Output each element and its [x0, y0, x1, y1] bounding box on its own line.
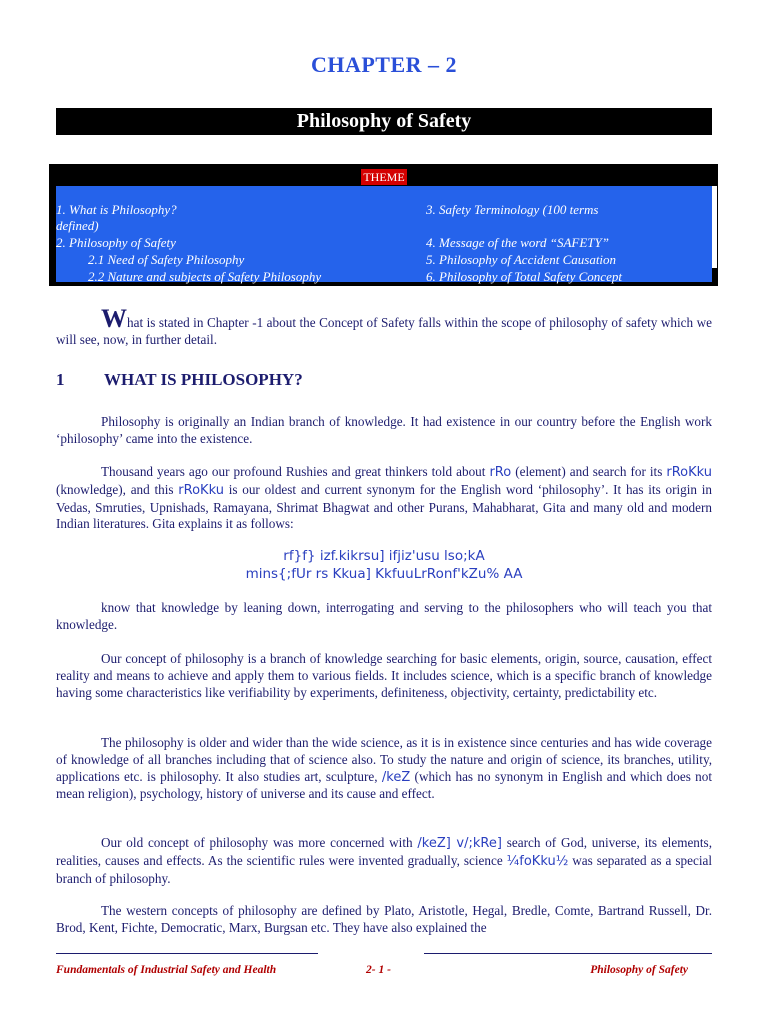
theme-label: THEME — [363, 170, 405, 184]
theme-item-1-cont: defined) — [56, 218, 99, 233]
footer-chapter-title: Philosophy of Safety — [590, 964, 688, 976]
footer-book-title: Fundamentals of Industrial Safety and Health — [56, 964, 277, 976]
intro-paragraph — [56, 304, 712, 349]
verse-line-1: rf}f} izf.kikrsu] ifjiz'usu lso;kA — [283, 548, 485, 564]
p5-term-1: /keZ — [381, 769, 411, 785]
paragraph-5 — [56, 735, 712, 803]
paragraph-6 — [56, 835, 712, 887]
p2-term-2: rRoKku — [666, 465, 712, 480]
paragraph-1: Philosophy is originally an Indian branch of knowledge. It had existence in our country before the English work ‘philosophy’ came into the existence. — [56, 414, 712, 446]
dropcap-letter: W — [101, 304, 127, 333]
theme-item-2: 2. Philosophy of Safety — [56, 235, 176, 250]
theme-item-2-2: 2.2 Nature and subjects of Safety Philosophy — [88, 269, 322, 284]
p5-text-b: (which has no synonym in English and which does not mean religion), psychology, history of universe and its cause and effect. — [56, 768, 713, 802]
theme-item-2-1: 2.1 Need of Safety Philosophy — [88, 252, 245, 267]
p2-text-b: (element) and search for its — [511, 464, 667, 479]
theme-item-1: 1. What is Philosophy? — [56, 202, 177, 217]
section-heading — [56, 370, 303, 390]
paragraph-4: Our concept of philosophy is a branch of knowledge searching for basic elements, origin, source, causation, effect reality and means to achieve and apply them to various fields. It includes science, which is a specific branch of knowledge having some characteristics like verifiability by experiments, definiteness, objectivity, certainty, predictability etc. — [56, 651, 712, 700]
section-number: 1 — [56, 370, 65, 389]
chapter-heading: CHAPTER – 2 — [310, 52, 458, 77]
verse-line-2: mins{;fUr rs Kkua] KkfuuLrRonf'kZu% AA — [245, 566, 523, 582]
paragraph-7: The western concepts of philosophy are defined by Plato, Aristotle, Hegal, Bredle, Comte, Bartrand Russell, Dr. Brod, Kent, Fichte, Democratic, Marx, Burgsan etc. They have also explained the — [56, 903, 712, 935]
footer-page-number: 2- 1 - — [366, 964, 391, 976]
page-title: Philosophy of Safety — [56, 108, 712, 135]
theme-item-4: 4. Message of the word “SAFETY” — [426, 235, 609, 250]
footer-rule-left — [56, 953, 318, 954]
p2-text-d: is our oldest and current synonym for the English word ‘philosophy’. It has its origin in Vedas, Smruties, Upnishads, Ramayana, Shrimat Bhagwat and other Purans, Mahabharat, Gita and many old and modern Indian literatures. Gita explains it as follows: — [56, 481, 712, 532]
p2-text-c: (knowledge), and this — [56, 481, 179, 497]
paragraph-2 — [56, 464, 712, 533]
theme-item-3: 3. Safety Terminology (100 terms — [426, 202, 599, 217]
theme-header — [56, 168, 712, 186]
theme-item-6: 6. Philosophy of Total Safety Concept — [426, 269, 622, 284]
paragraph-3: know that knowledge by leaning down, interrogating and serving to the philosophers who will teach you that knowledge. — [56, 600, 712, 632]
p6-term-1: /keZ] v/;kRe] — [417, 836, 502, 851]
theme-stripe — [712, 186, 717, 268]
p5-text-a: The philosophy is older and wider than the wide science, as it is in existence since centuries and has wide coverage of knowledge of all branches including that of science also. To study the nature and origin of science, its branches, utility, applications etc. is philosophy. It also studies art, sculpture, — [56, 735, 712, 784]
p6-text-a: Our old concept of philosophy was more concerned with — [101, 835, 418, 850]
p2-term-1: rRo — [489, 465, 512, 480]
theme-item-5: 5. Philosophy of Accident Causation — [426, 252, 617, 267]
p2-term-3: rRoKku — [178, 482, 224, 498]
footer-rule-right — [424, 953, 712, 954]
p6-term-2: ¼foKku½ — [506, 853, 569, 869]
section-title: WHAT IS PHILOSOPHY? — [104, 370, 303, 389]
intro-text: hat is stated in Chapter -1 about the Concept of Safety falls within the scope of philosophy of safety which we will see, now, in further detail. — [56, 315, 712, 347]
p2-text-a: Thousand years ago our profound Rushies and great thinkers told about — [101, 464, 490, 479]
p6-text-b: search of God, universe, its elements, realities, causes and effects. As the scientific rules were invented gradually, science — [56, 835, 712, 868]
p6-text-c: was separated as a special branch of philosophy. — [56, 852, 712, 886]
